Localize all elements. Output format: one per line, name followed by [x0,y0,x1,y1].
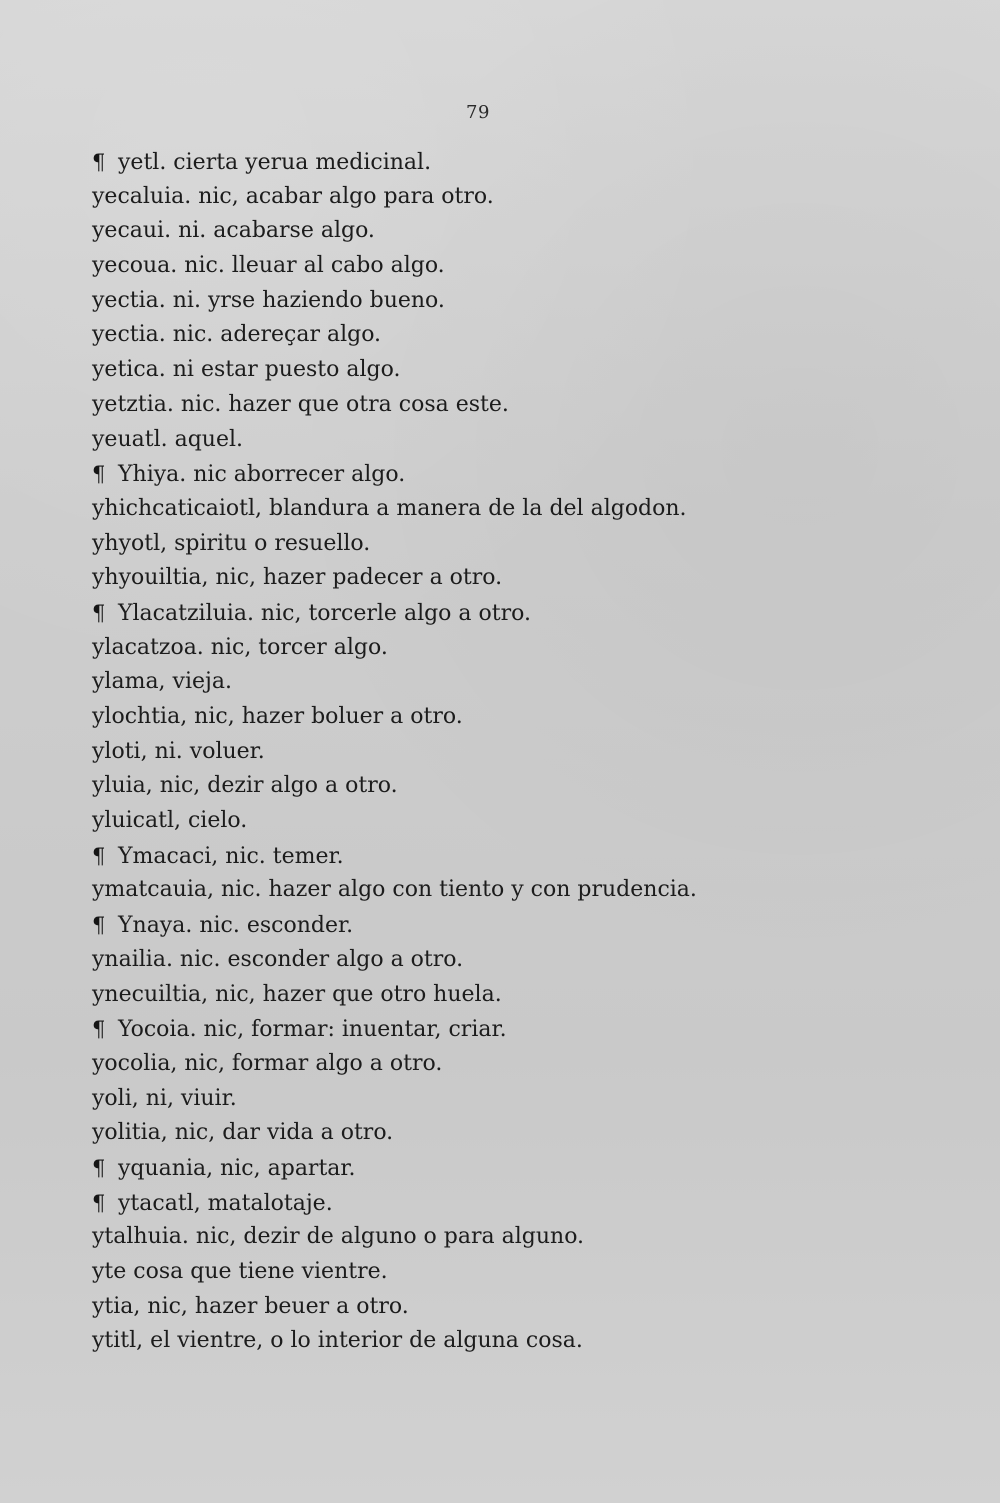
entry-text: yetica. ni estar puesto algo. [92,357,401,383]
entry-text: yetztia. nic. hazer que otra cosa este. [92,391,509,417]
dictionary-entry [92,700,852,735]
entry-text: ytitl, el vientre, o lo interior de alguna cosa. [92,1328,583,1354]
entry-text: yecaluia. nic, acabar algo para otro. [92,183,494,209]
dictionary-entry [92,978,852,1013]
dictionary-entry [92,1116,852,1151]
entry-text: yhyouiltia, nic, hazer padecer a otro. [92,565,503,591]
dictionary-entry [92,1082,852,1117]
dictionary-entry [92,492,852,527]
dictionary-entry [92,1255,852,1290]
dictionary-entry [92,1012,852,1047]
dictionary-entry [92,353,852,388]
dictionary-entry [92,596,852,631]
entry-text: yectia. ni. yrse haziendo bueno. [92,287,445,313]
entry-text: Ylacatziluia. nic, torcerle algo a otro. [118,600,531,626]
dictionary-entry [92,1324,852,1359]
dictionary-entry [92,1186,852,1221]
entry-text: ymatcauia, nic. hazer algo con tiento y con prudencia. [92,877,697,903]
pilcrow-icon: ¶ [92,1190,106,1215]
dictionary-entry [92,180,852,215]
pilcrow-icon: ¶ [92,1155,106,1180]
entry-text: ytalhuia. nic, dezir de alguno o para alguno. [92,1224,585,1250]
entry-text: ylama, vieja. [92,669,232,695]
entry-text: yectia. nic. adereçar algo. [92,322,382,348]
pilcrow-icon: ¶ [92,913,106,938]
pilcrow-icon: ¶ [92,600,106,625]
entry-text: ytia, nic, hazer beuer a otro. [92,1293,409,1319]
entry-text: ylacatzoa. nic, torcer algo. [92,634,388,660]
page-number: 79 [466,102,490,123]
dictionary-entry [92,839,852,874]
dictionary-entry [92,873,852,908]
dictionary-entry [92,1047,852,1082]
entry-text: Yocoia. nic, formar: inuentar, criar. [118,1017,507,1043]
entry-text: Ymacaci, nic. temer. [118,843,344,869]
entry-text: yocolia, nic, formar algo a otro. [92,1050,443,1076]
dictionary-entry [92,943,852,978]
dictionary-entry [92,388,852,423]
entry-text: yoli, ni, viuir. [92,1085,237,1111]
pilcrow-icon: ¶ [92,462,106,487]
dictionary-entry [92,1220,852,1255]
dictionary-entry [92,145,852,180]
entry-text: yetl. cierta yerua medicinal. [118,150,432,175]
dictionary-entry [92,457,852,492]
dictionary-entry [92,735,852,770]
dictionary-entry [92,1290,852,1325]
dictionary-entry [92,214,852,249]
pilcrow-icon: ¶ [92,843,106,868]
dictionary-entry [92,527,852,562]
entry-text: yluicatl, cielo. [92,808,248,834]
entry-text: yhichcaticaiotl, blandura a manera de la del algodon. [92,495,687,521]
entry-text: yluia, nic, dezir algo a otro. [92,773,398,799]
entry-text: ylochtia, nic, hazer boluer a otro. [92,704,463,729]
dictionary-entry [92,284,852,319]
entry-text: yquania, nic, apartar. [118,1155,356,1181]
pilcrow-icon: ¶ [92,150,106,174]
dictionary-entry [92,665,852,700]
entry-text: Yhiya. nic aborrecer algo. [118,462,406,488]
dictionary-entry-list [92,145,852,1359]
dictionary-entry [92,631,852,666]
dictionary-entry [92,769,852,804]
dictionary-entry [92,1151,852,1186]
pilcrow-icon: ¶ [92,1017,106,1042]
entry-text: yte cosa que tiene vientre. [92,1259,388,1284]
entry-text: yeuatl. aquel. [92,426,244,452]
dictionary-entry [92,423,852,458]
entry-text: yolitia, nic, dar vida a otro. [92,1120,394,1146]
dictionary-entry [92,249,852,284]
entry-text: yecaui. ni. acabarse algo. [92,218,375,244]
entry-text: ynailia. nic. esconder algo a otro. [92,946,464,972]
entry-text: ytacatl, matalotaje. [118,1190,333,1216]
entry-text: Ynaya. nic. esconder. [118,913,354,939]
entry-text: yecoua. nic. lleuar al cabo algo. [92,253,445,279]
dictionary-entry [92,908,852,943]
entry-text: yhyotl, spiritu o resuello. [92,530,371,556]
dictionary-entry [92,561,852,596]
entry-text: yloti, ni. voluer. [92,738,265,764]
dictionary-entry [92,804,852,839]
dictionary-entry [92,318,852,353]
entry-text: ynecuiltia, nic, hazer que otro huela. [92,981,502,1007]
